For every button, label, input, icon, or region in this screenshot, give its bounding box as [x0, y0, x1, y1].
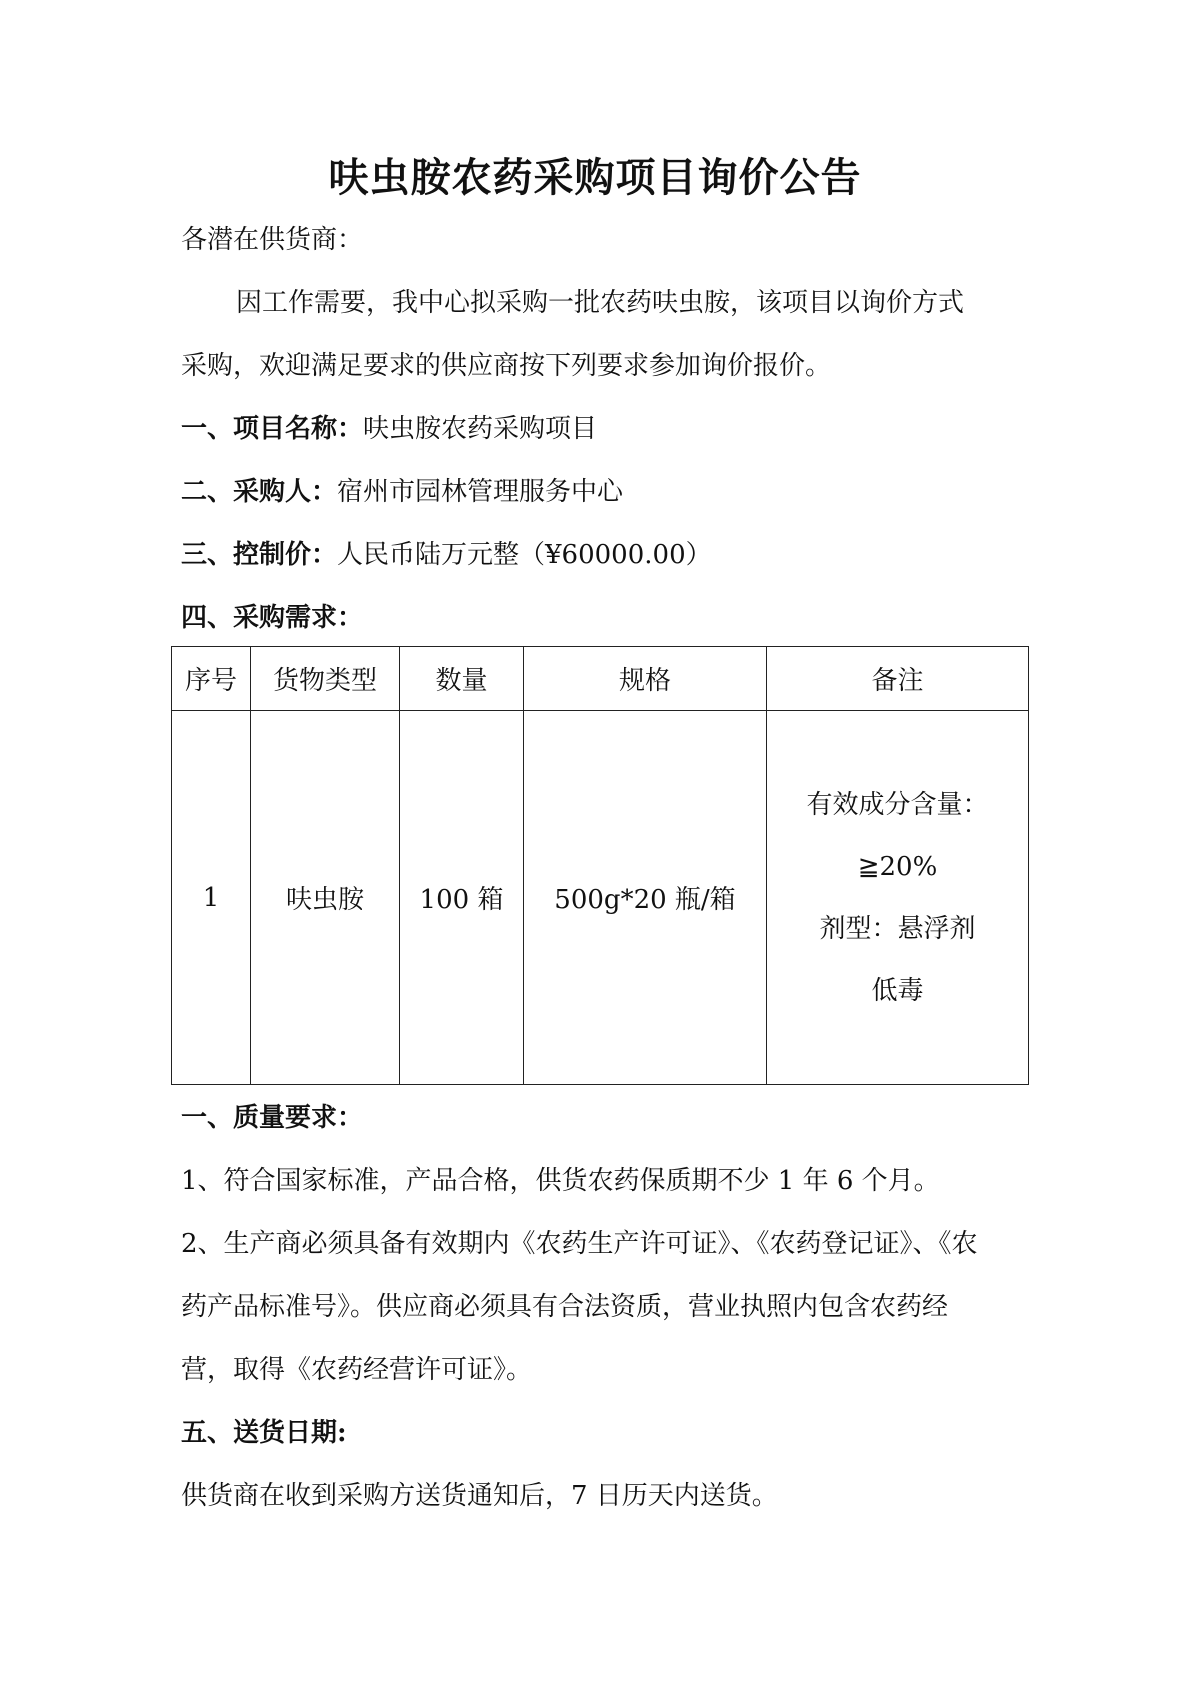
cell-quantity: 100 箱 [400, 711, 524, 1085]
table-header-row [172, 647, 1029, 711]
project-name-line [181, 411, 597, 447]
requirements-table [171, 646, 1029, 1085]
delivery-heading: 五、送货日期: [181, 1418, 347, 1448]
header-no: 序号 [172, 647, 251, 711]
control-price-value: 人民币陆万元整（¥60000.00） [337, 540, 712, 570]
note-formulation: 剂型：悬浮剂 [819, 913, 976, 944]
quality-item-2-line-3: 营，取得《农药经营许可证》。 [181, 1355, 533, 1385]
document-title: 呋虫胺农药采购项目询价公告 [328, 154, 862, 201]
quality-heading: 一、质量要求： [181, 1103, 364, 1133]
purchaser-line [181, 474, 623, 510]
salutation: 各潜在供货商： [181, 225, 364, 255]
quality-item-1: 1、符合国家标准，产品合格，供货农药保质期不少 1 年 6 个月。 [181, 1166, 940, 1196]
cell-type: 呋虫胺 [251, 711, 400, 1085]
intro-line-2: 采购，欢迎满足要求的供应商按下列要求参加询价报价。 [181, 351, 832, 381]
quality-item-2-line-1: 2、生产商必须具备有效期内《农药生产许可证》、《农药登记证》、《农 [181, 1229, 978, 1259]
header-spec: 规格 [524, 647, 767, 711]
cell-notes [767, 711, 1029, 1085]
control-price-line [181, 537, 712, 573]
intro-line-1: 因工作需要，我中心拟采购一批农药呋虫胺，该项目以询价方式 [236, 288, 965, 318]
project-name-label: 一、项目名称： [181, 414, 364, 444]
header-quantity: 数量 [400, 647, 524, 711]
requirements-heading: 四、采购需求： [181, 603, 364, 633]
project-name-value: 呋虫胺农药采购项目 [363, 414, 598, 444]
header-type: 货物类型 [251, 647, 400, 711]
purchaser-value: 宿州市园林管理服务中心 [337, 477, 624, 507]
quality-item-2-line-2: 药产品标准号》。供应商必须具有合法资质，营业执照内包含农药经 [181, 1292, 949, 1322]
control-price-label: 三、控制价： [181, 540, 338, 570]
header-notes: 备注 [767, 647, 1029, 711]
table-row [172, 711, 1029, 1085]
purchaser-label: 二、采购人： [181, 477, 338, 507]
cell-spec: 500g*20 瓶/箱 [524, 711, 767, 1085]
note-toxicity: 低毒 [871, 975, 924, 1006]
note-content-label: 有效成分含量： [806, 789, 989, 820]
note-content-value: ≧20% [857, 851, 938, 882]
cell-no: 1 [172, 711, 251, 1085]
delivery-text: 供货商在收到采购方送货通知后，7 日历天内送货。 [181, 1481, 778, 1511]
